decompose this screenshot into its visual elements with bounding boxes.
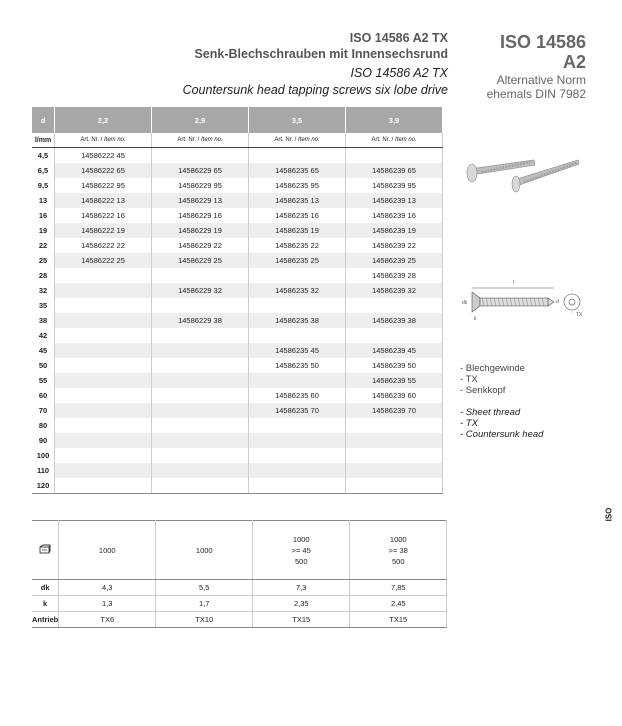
standard-name: ISO 14586 [499,32,586,52]
pack-row [32,521,447,580]
article-number-cell: 14586229 25 [152,253,249,268]
table-row [32,433,443,448]
article-number-cell [249,463,346,478]
length-cell: 9,5 [32,178,55,193]
length-cell: 120 [32,478,55,494]
article-number-cell: 14586239 13 [346,193,443,208]
article-number-cell [152,448,249,463]
table-row [32,253,443,268]
article-number-cell: 14586239 28 [346,268,443,283]
note-de: - Senkkopf [460,385,506,396]
title-en-1: ISO 14586 A2 TX [350,66,448,80]
length-cell: 4,5 [32,148,55,164]
length-cell: 110 [32,463,55,478]
article-number-cell [152,373,249,388]
article-number-cell [346,448,443,463]
article-number-cell [55,343,152,358]
table-row [32,238,443,253]
spec-row [32,612,447,628]
technical-drawing [458,270,588,326]
table-row [32,478,443,494]
article-number-cell [152,388,249,403]
article-number-cell: 14586229 22 [152,238,249,253]
article-number-cell [249,268,346,283]
article-number-cell: 14586239 60 [346,388,443,403]
article-number-cell: 14586239 65 [346,163,443,178]
dim-dk: dk [462,300,468,306]
screw-photo [460,148,588,196]
article-number-cell [249,328,346,343]
standard-block [487,32,586,101]
size-header: 2,9 [152,107,249,133]
article-number-cell [346,328,443,343]
header-title-block [183,30,448,98]
article-number-cell [152,148,249,164]
article-table [32,107,443,494]
article-number-cell [55,478,152,494]
table-row [32,328,443,343]
article-number-cell: 14586229 19 [152,223,249,238]
spec-value: 1,7 [156,596,253,612]
article-number-cell [55,283,152,298]
article-number-cell: 14586235 45 [249,343,346,358]
article-number-cell: 14586229 13 [152,193,249,208]
length-header: l/mm [32,133,55,148]
article-number-cell: 14586239 55 [346,373,443,388]
article-number-cell [249,478,346,494]
article-number-cell: 14586235 50 [249,358,346,373]
artnr-header: Art. Nr. / Item no. [55,133,152,148]
standard-material: A2 [562,52,586,72]
title-en-2: Countersunk head tapping screws six lobe drive [182,83,448,97]
spec-value: TX6 [59,612,156,628]
spec-value: TX10 [156,612,253,628]
article-number-cell: 14586222 22 [55,238,152,253]
article-number-cell: 14586239 25 [346,253,443,268]
spec-value: TX15 [350,612,447,628]
length-cell: 22 [32,238,55,253]
note-en: - Sheet thread [460,407,521,418]
article-number-cell [55,448,152,463]
length-cell: 100 [32,448,55,463]
table-row [32,448,443,463]
pack-qty: 1000 >= 38 500 [350,521,447,580]
length-cell: 80 [32,418,55,433]
title-de-1: ISO 14586 A2 TX [349,31,448,45]
article-number-cell [152,343,249,358]
article-number-cell [55,268,152,283]
length-cell: 35 [32,298,55,313]
length-cell: 19 [32,223,55,238]
article-number-cell [346,148,443,164]
article-number-cell: 14586235 60 [249,388,346,403]
article-number-cell: 14586235 16 [249,208,346,223]
article-number-cell [249,148,346,164]
spec-value: 5,5 [156,580,253,596]
notes-german [460,363,525,396]
spec-value: 7,3 [253,580,350,596]
article-number-cell: 14586222 19 [55,223,152,238]
length-cell: 55 [32,373,55,388]
article-number-cell [152,478,249,494]
article-number-cell: 14586222 45 [55,148,152,164]
table-row [32,463,443,478]
notes-english [460,407,543,440]
article-number-cell [152,298,249,313]
spec-label: k [32,596,59,612]
length-cell: 60 [32,388,55,403]
length-cell: 45 [32,343,55,358]
article-number-cell: 14586229 32 [152,283,249,298]
article-number-cell [55,418,152,433]
table-row [32,208,443,223]
d-header: d [32,107,55,133]
table-row [32,283,443,298]
length-cell: 50 [32,358,55,373]
length-cell: 25 [32,253,55,268]
article-number-cell [249,373,346,388]
length-cell: 90 [32,433,55,448]
article-number-cell: 14586229 16 [152,208,249,223]
length-cell: 42 [32,328,55,343]
table-row [32,298,443,313]
pack-qty: 1000 [156,521,253,580]
artnr-header: Art. Nr. / Item no. [346,133,443,148]
table-row [32,163,443,178]
article-number-cell [152,403,249,418]
pack-qty: 1000 [59,521,156,580]
length-cell: 70 [32,403,55,418]
size-header-row [32,107,443,133]
article-number-cell [55,463,152,478]
length-cell: 13 [32,193,55,208]
length-cell: 28 [32,268,55,283]
article-number-cell: 14586235 70 [249,403,346,418]
table-row [32,403,443,418]
spec-label: Antrieb [32,612,59,628]
length-cell: 16 [32,208,55,223]
spec-label: dk [32,580,59,596]
article-number-cell: 14586239 16 [346,208,443,223]
article-number-cell [152,358,249,373]
article-number-cell: 14586229 65 [152,163,249,178]
title-de-2: Senk-Blechschrauben mit Innensechsrund [194,47,448,61]
article-number-cell [152,463,249,478]
article-number-cell [55,358,152,373]
article-number-cell [152,433,249,448]
article-number-cell [249,448,346,463]
article-number-cell: 14586222 16 [55,208,152,223]
article-number-cell: 14586235 25 [249,253,346,268]
table-row [32,268,443,283]
article-number-cell [346,433,443,448]
size-header: 2,2 [55,107,152,133]
article-number-cell: 14586239 32 [346,283,443,298]
side-label: ISO [604,507,614,522]
length-cell: 32 [32,283,55,298]
article-number-cell [346,478,443,494]
spec-value: 7,85 [350,580,447,596]
subheader-row [32,133,443,148]
article-number-cell: 14586235 13 [249,193,346,208]
pack-qty: 1000 >= 45 500 [253,521,350,580]
note-de: - TX [460,374,478,385]
table-row [32,193,443,208]
spec-row [32,596,447,612]
article-number-cell: 14586222 65 [55,163,152,178]
article-number-cell: 14586239 22 [346,238,443,253]
dim-l: l [513,280,515,286]
article-number-cell [152,268,249,283]
article-number-cell [346,298,443,313]
article-number-cell [346,463,443,478]
article-number-cell: 14586235 32 [249,283,346,298]
article-number-cell [249,418,346,433]
article-number-cell: 14586239 38 [346,313,443,328]
table-row [32,418,443,433]
table-row [32,388,443,403]
spec-value: TX15 [253,612,350,628]
article-number-cell: 14586235 95 [249,178,346,193]
article-number-cell [55,388,152,403]
spec-value: 4,3 [59,580,156,596]
table-row [32,223,443,238]
spec-table [32,520,447,628]
table-row [32,358,443,373]
alt-norm-value: ehemals DIN 7982 [486,87,586,101]
spec-row [32,580,447,596]
artnr-header: Art. Nr. / Item no. [249,133,346,148]
article-number-cell [55,313,152,328]
table-row [32,313,443,328]
article-number-cell [346,418,443,433]
size-header: 3,9 [346,107,443,133]
dim-tx: TX [576,312,583,318]
table-row [32,178,443,193]
artnr-header: Art. Nr. / Item no. [152,133,249,148]
length-cell: 38 [32,313,55,328]
article-number-cell: 14586229 38 [152,313,249,328]
article-number-cell: 14586235 19 [249,223,346,238]
article-number-cell [55,373,152,388]
table-row [32,343,443,358]
dim-d: d [556,299,559,305]
article-number-cell [55,298,152,313]
article-number-cell: 14586239 95 [346,178,443,193]
article-number-cell: 14586222 25 [55,253,152,268]
article-number-cell: 14586222 13 [55,193,152,208]
article-number-cell [55,433,152,448]
article-number-cell [249,298,346,313]
article-number-cell [152,328,249,343]
article-number-cell: 14586235 38 [249,313,346,328]
alt-norm-label: Alternative Norm [496,73,586,87]
note-en: - TX [460,418,478,429]
article-number-cell: 14586239 19 [346,223,443,238]
article-number-cell: 14586239 45 [346,343,443,358]
article-number-cell: 14586235 22 [249,238,346,253]
article-number-cell [249,433,346,448]
spec-value: 2,45 [350,596,447,612]
article-number-cell: 14586222 95 [55,178,152,193]
length-cell: 6,5 [32,163,55,178]
article-number-cell [152,418,249,433]
article-number-cell [55,403,152,418]
article-number-cell: 14586239 70 [346,403,443,418]
dim-k: k [474,316,477,322]
size-header: 3,5 [249,107,346,133]
article-number-cell: 14586229 95 [152,178,249,193]
spec-value: 2,35 [253,596,350,612]
table-row [32,373,443,388]
table-row [32,148,443,164]
spec-value: 1,3 [59,596,156,612]
article-number-cell [55,328,152,343]
article-number-cell: 14586235 65 [249,163,346,178]
package-icon [32,521,59,580]
article-number-cell: 14586239 50 [346,358,443,373]
note-en: - Countersunk head [460,429,544,440]
note-de: - Blechgewinde [460,363,525,374]
